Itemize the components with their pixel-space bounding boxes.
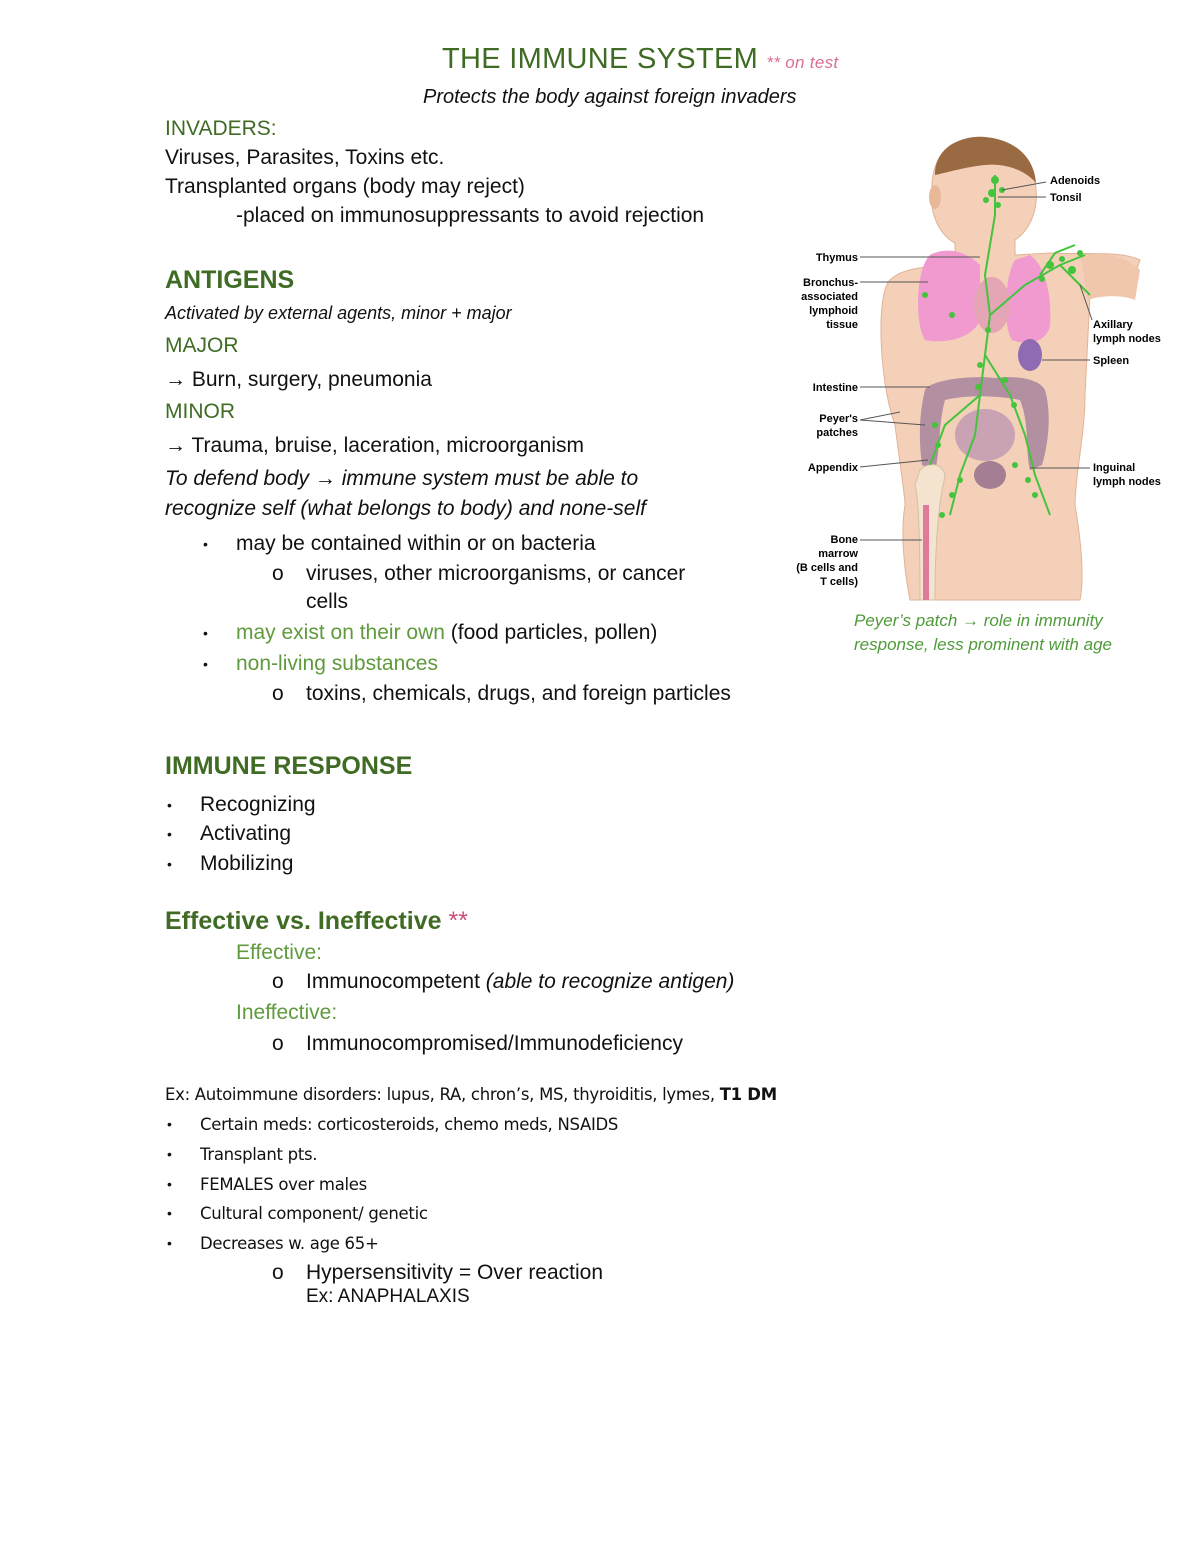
invaders-line-2: Transplanted organs (body may reject): [165, 175, 525, 198]
immune-response-heading: IMMUNE RESPONSE: [165, 752, 413, 780]
antigen-bullet-2: [236, 618, 657, 647]
label-appendix: Appendix: [807, 462, 858, 474]
label-bone-2: marrow: [818, 548, 858, 560]
effective-heading-text: Effective vs. Ineffective: [165, 907, 442, 935]
bullet-icon: •: [203, 656, 208, 672]
label-bone-4: T cells): [820, 576, 858, 588]
sub-bullet-icon: o: [272, 682, 284, 705]
effective-item: [306, 967, 734, 996]
label-bone-3: (B cells and: [796, 562, 858, 574]
label-tonsil: Tonsil: [1050, 192, 1082, 204]
arrow-icon: →: [165, 434, 186, 457]
minor-text: Trauma, bruise, laceration, microorganism: [191, 434, 584, 457]
major-text: Burn, surgery, pneumonia: [191, 368, 432, 391]
label-peyers-1: Peyer's: [819, 413, 858, 425]
examples-text: Ex: Autoimmune disorders: lupus, RA, chron’s, MS, thyroiditis, lymes,: [165, 1085, 720, 1104]
response-item-2: Activating: [200, 822, 292, 845]
examples-bold: T1 DM: [719, 1085, 777, 1104]
bullet-icon: •: [167, 1176, 172, 1192]
major-line: [165, 365, 432, 394]
label-axillary-1: Axillary: [1093, 319, 1133, 331]
antigen-sub-3: toxins, chemicals, drugs, and foreign particles: [306, 682, 731, 705]
bullet-icon: •: [167, 1235, 172, 1251]
label-bronchus-4: tissue: [826, 319, 858, 331]
bullet-icon: •: [167, 1116, 172, 1132]
label-adenoids: Adenoids: [1050, 175, 1101, 187]
bullet-icon: •: [167, 797, 172, 813]
defend-prefix: To defend body: [165, 467, 315, 490]
sub-bullet-icon: o: [272, 1261, 284, 1284]
invaders-line-1: Viruses, Parasites, Toxins etc.: [165, 146, 445, 169]
sub-bullet-icon: o: [272, 562, 284, 585]
response-item-1: Recognizing: [200, 793, 316, 816]
effective-label: Effective:: [236, 941, 322, 964]
antigen-sub-1-line-1: viruses, other microorganisms, or cancer: [306, 562, 686, 585]
antigens-heading: ANTIGENS: [165, 266, 295, 294]
hypersensitivity-line: Hypersensitivity = Over reaction: [306, 1261, 604, 1284]
major-label: MAJOR: [165, 334, 239, 357]
antigen-bullet-1: may be contained within or on bacteria: [236, 532, 596, 555]
minor-line: [165, 431, 584, 460]
defend-line-1: [165, 464, 638, 493]
antigen-bullet-2-green: may exist on their own: [236, 621, 445, 644]
bullet-icon: •: [203, 536, 208, 552]
lymphatic-diagram: [780, 135, 1180, 605]
example-bullet-5: Decreases w. age 65+: [200, 1234, 379, 1253]
arrow-icon: →: [165, 368, 186, 391]
bullet-icon: •: [203, 625, 208, 641]
antigen-bullet-3: non-living substances: [236, 652, 438, 675]
effective-item-text: Immunocompetent: [306, 970, 480, 993]
sub-bullet-icon: o: [272, 970, 284, 993]
example-bullet-1: Certain meds: corticosteroids, chemo meds, NSAIDS: [200, 1115, 619, 1134]
label-axillary-2: lymph nodes: [1093, 333, 1161, 345]
bullet-icon: •: [167, 1205, 172, 1221]
page-subtitle: Protects the body against foreign invaders: [423, 86, 797, 108]
bullet-icon: •: [167, 1146, 172, 1162]
label-peyers-2: patches: [816, 427, 858, 439]
page-title: [442, 43, 838, 76]
antigen-bullet-2-rest: (food particles, pollen): [444, 621, 658, 644]
antigen-sub-1-line-2: cells: [306, 590, 349, 613]
effective-item-note: (able to recognize antigen): [485, 970, 735, 993]
invaders-heading: INVADERS:: [165, 117, 277, 140]
invaders-line-3: -placed on immunosuppressants to avoid rejection: [236, 204, 705, 227]
label-inguinal-2: lymph nodes: [1093, 476, 1161, 488]
label-bronchus-3: lymphoid: [809, 305, 858, 317]
effective-heading: [165, 907, 468, 936]
label-bone-1: Bone: [830, 534, 858, 546]
label-thymus: Thymus: [815, 252, 858, 264]
bullet-icon: •: [167, 826, 172, 842]
defend-line-2: recognize self (what belongs to body) and none-self: [165, 497, 646, 520]
title-note: ** on test: [766, 53, 839, 72]
figure-caption: [854, 609, 1174, 657]
arrow-icon: →: [314, 467, 336, 490]
effective-heading-mark: **: [448, 907, 468, 935]
example-bullet-3: FEMALES over males: [200, 1175, 367, 1194]
defend-suffix: immune system must be able to: [335, 467, 639, 490]
ineffective-label: Ineffective:: [236, 1001, 338, 1024]
figure-caption-line-2: response, less prominent with age: [854, 635, 1112, 654]
ineffective-item: Immunocompromised/Immunodeficiency: [306, 1032, 683, 1055]
title-text: THE IMMUNE SYSTEM: [442, 43, 759, 75]
label-inguinal-1: Inguinal: [1093, 462, 1136, 474]
label-bronchus-2: associated: [801, 291, 858, 303]
label-bronchus-1: Bronchus-: [803, 277, 858, 289]
minor-label: MINOR: [165, 400, 235, 423]
sub-bullet-icon: o: [272, 1032, 284, 1055]
lymphatic-system-figure: [780, 135, 1180, 605]
bullet-icon: •: [167, 856, 172, 872]
figure-caption-line-1: Peyer’s patch → role in immunity: [854, 611, 1103, 630]
anaphylaxis-line: Ex: ANAPHALAXIS: [306, 1286, 470, 1307]
antigens-description: Activated by external agents, minor + major: [165, 303, 512, 323]
example-bullet-4: Cultural component/ genetic: [200, 1204, 428, 1223]
response-item-3: Mobilizing: [200, 852, 294, 875]
example-bullet-2: Transplant pts.: [200, 1145, 318, 1164]
examples-line: [165, 1085, 777, 1104]
label-spleen: Spleen: [1093, 355, 1130, 367]
label-intestine: Intestine: [812, 382, 858, 394]
